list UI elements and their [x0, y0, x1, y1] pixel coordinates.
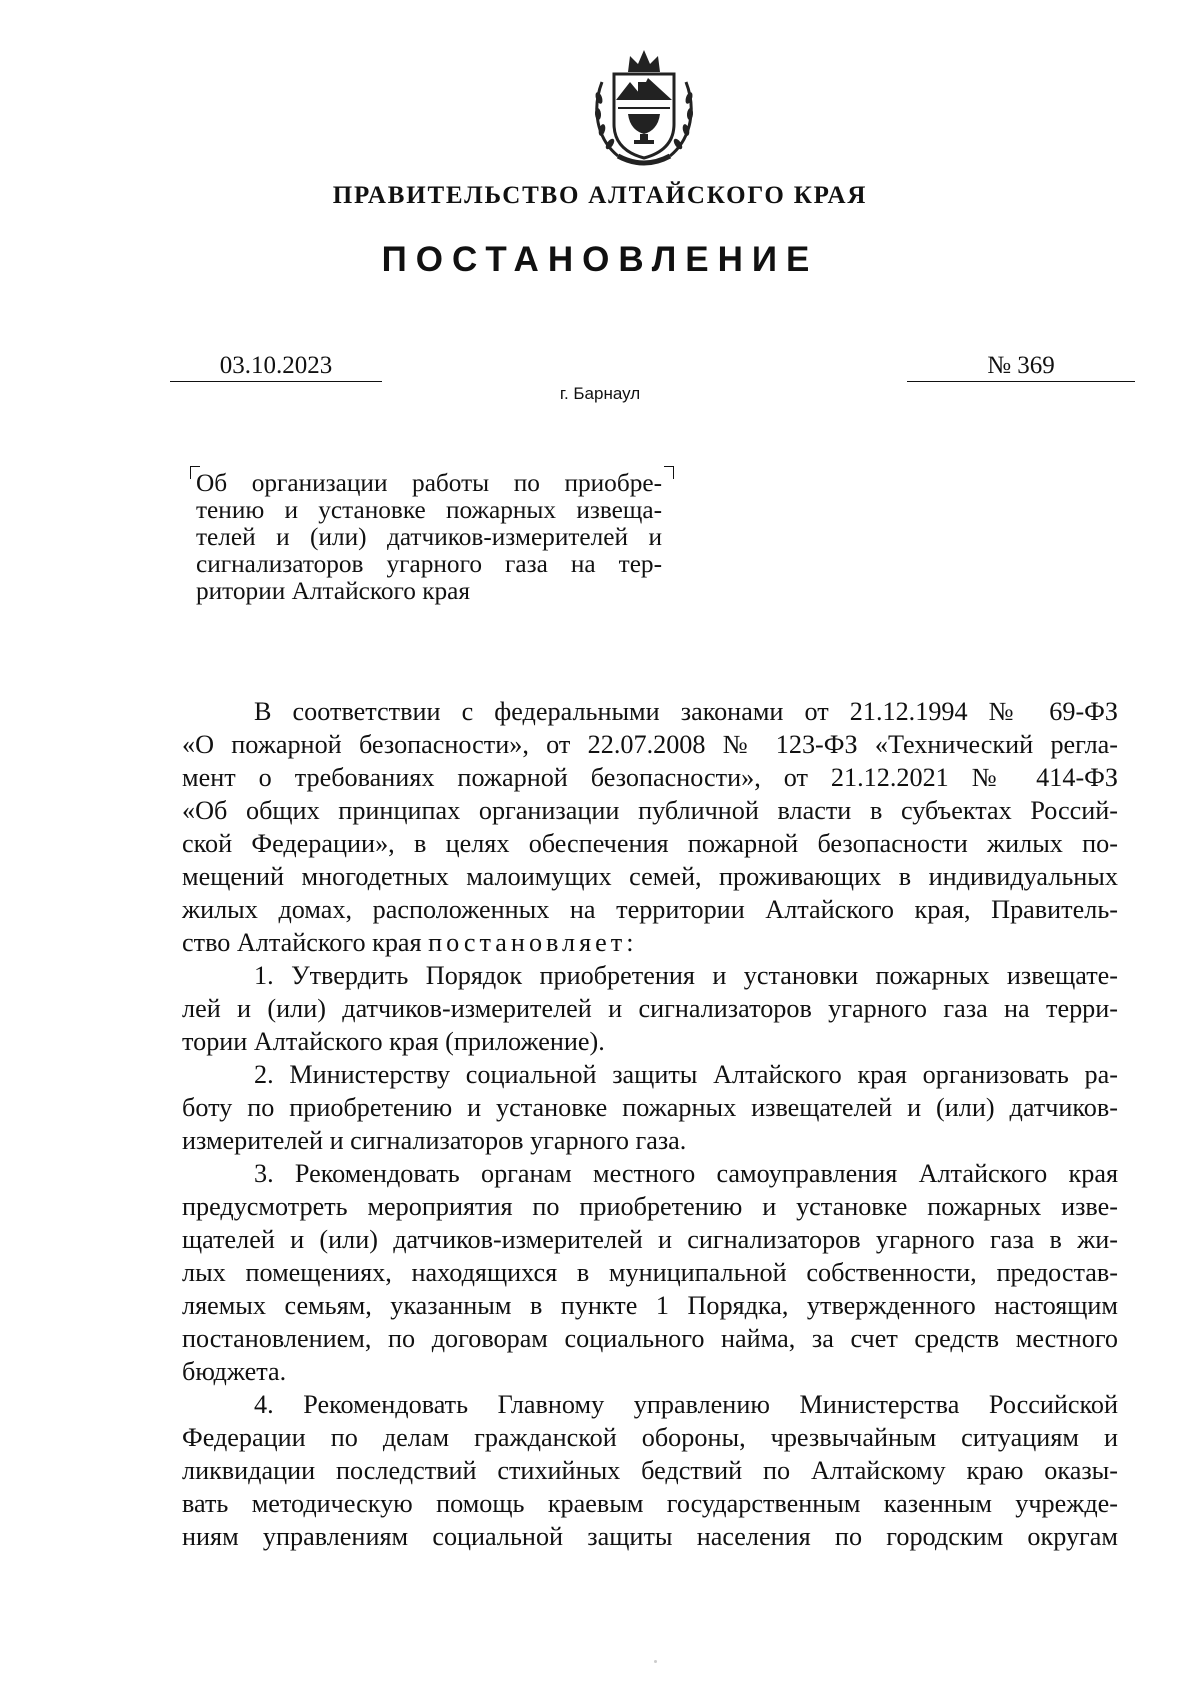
scan-speck	[654, 1660, 657, 1663]
body-line	[182, 926, 1118, 959]
body-line: тории Алтайского края (приложение).	[182, 1027, 605, 1056]
document-number: № 369	[907, 352, 1135, 382]
body-line: 4. Рекомендовать Главному управлению Министерства Российской	[254, 1390, 1118, 1419]
body-line: мент о требованиях пожарной безопасности», от 21.12.2021 № 414-ФЗ	[182, 763, 1118, 792]
body-line: предусмотреть мероприятия по приобретению и установке пожарных изве-	[182, 1192, 1118, 1221]
body-line: Федерации по делам гражданской обороны, чрезвычайным ситуациям и	[182, 1423, 1118, 1452]
body-line: В соответствии с федеральными законами от 21.12.1994 № 69-ФЗ	[254, 697, 1118, 726]
body-line: 2. Министерству социальной защиты Алтайского края организовать ра-	[254, 1060, 1118, 1089]
body-line: ляемых семьям, указанным в пункте 1 Порядка, утвержденного настоящим	[182, 1291, 1118, 1320]
subject-line: тению и установке пожарных извеща-	[196, 496, 662, 524]
body-line: щателей и (или) датчиков-измерителей и сигнализаторов угарного газа в жи-	[182, 1225, 1118, 1254]
body-line: 1. Утвердить Порядок приобретения и установки пожарных извещате-	[254, 961, 1118, 990]
body-line: бюджета.	[182, 1357, 287, 1386]
document-subject	[196, 470, 662, 605]
body-line: «Об общих принципах организации публичной власти в субъектах Россий-	[182, 796, 1118, 825]
document-city: г. Барнаул	[559, 384, 641, 403]
subject-line: телей и (или) датчиков-измерителей и	[196, 523, 662, 551]
document-body	[182, 695, 1118, 1553]
body-line: ликвидации последствий стихийных бедствий по Алтайскому краю оказы-	[182, 1456, 1118, 1485]
body-line: жилых домах, расположенных на территории Алтайского края, Правитель-	[182, 895, 1118, 924]
subject-line: сигнализаторов угарного газа на тер-	[196, 550, 662, 578]
resolves-word: постановляет:	[428, 928, 638, 957]
preamble-last-text: ство Алтайского края	[182, 928, 422, 957]
body-line: ниям управлениям социальной защиты населения по городским округам	[182, 1522, 1118, 1551]
body-line: постановлением, по договорам социального найма, за счет средств местного	[182, 1324, 1118, 1353]
body-line: измерителей и сигнализаторов угарного газа.	[182, 1126, 687, 1155]
body-line: боту по приобретению и установке пожарных извещателей и (или) датчиков-	[182, 1093, 1118, 1122]
body-line: вать методическую помощь краевым государственным казенным учрежде-	[182, 1489, 1118, 1518]
body-line: ской Федерации», в целях обеспечения пожарной безопасности жилых по-	[182, 829, 1118, 858]
coat-of-arms-emblem	[588, 38, 700, 178]
document-type: ПОСТАНОВЛЕНИЕ	[381, 240, 819, 279]
body-line: 3. Рекомендовать органам местного самоуправления Алтайского края	[254, 1159, 1118, 1188]
subject-line: ритории Алтайского края	[196, 577, 471, 605]
subject-bracket-right	[664, 466, 674, 479]
document-date: 03.10.2023	[170, 352, 382, 382]
body-line: лых помещениях, находящихся в муниципальной собственности, предостав-	[182, 1258, 1118, 1287]
subject-line: Об организации работы по приобре-	[196, 469, 662, 497]
body-line: «О пожарной безопасности», от 22.07.2008 № 123-ФЗ «Технический регла-	[182, 730, 1118, 759]
organization-title: ПРАВИТЕЛЬСТВО АЛТАЙСКОГО КРАЯ	[332, 182, 868, 209]
body-line: мещений многодетных малоимущих семей, проживающих в индивидуальных	[182, 862, 1118, 891]
body-line: лей и (или) датчиков-измерителей и сигнализаторов угарного газа на терри-	[182, 994, 1118, 1023]
